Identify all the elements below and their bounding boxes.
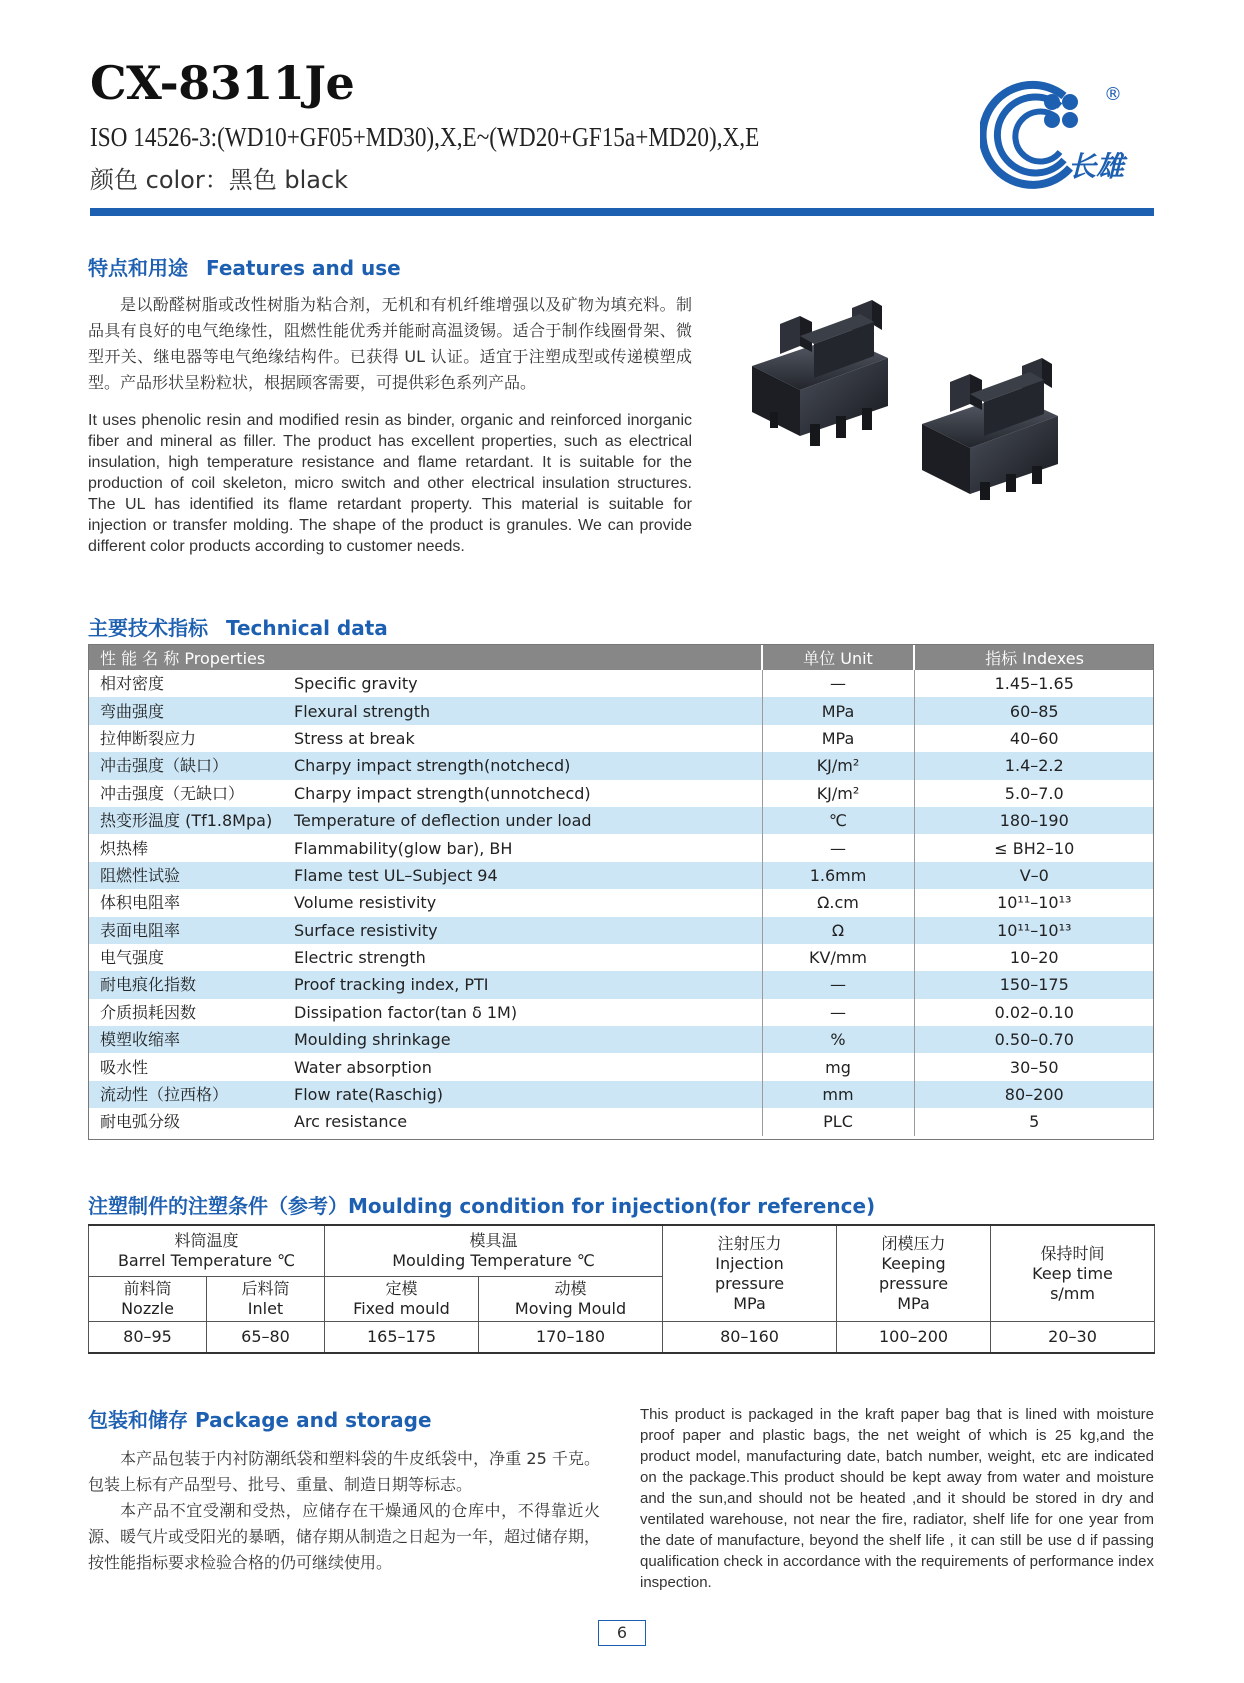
property-cn: 耐电痕化指数 bbox=[88, 971, 294, 998]
property-en: Flame test UL–Subject 94 bbox=[294, 862, 762, 889]
property-en: Flammability(glow bar), BH bbox=[294, 834, 762, 861]
table-row bbox=[88, 944, 1154, 971]
table-row bbox=[88, 917, 1154, 944]
product-image bbox=[740, 296, 1140, 506]
property-cn: 流动性（拉西格） bbox=[88, 1081, 294, 1108]
registered-mark: ® bbox=[1104, 84, 1122, 105]
property-cn: 介质损耗因数 bbox=[88, 999, 294, 1026]
property-cn: 电气强度 bbox=[88, 944, 294, 971]
index-cell: 40–60 bbox=[914, 725, 1154, 752]
table-row bbox=[88, 1081, 1154, 1108]
property-en: Water absorption bbox=[294, 1053, 762, 1080]
property-en: Temperature of deflection under load bbox=[294, 807, 762, 834]
index-cell: 30–50 bbox=[914, 1053, 1154, 1080]
logo-text: 长雄 bbox=[1068, 150, 1125, 183]
property-cn: 表面电阻率 bbox=[88, 917, 294, 944]
property-cn: 炽热棒 bbox=[88, 834, 294, 861]
property-cn: 拉伸断裂应力 bbox=[88, 725, 294, 752]
fixed-mould-value: 165–175 bbox=[325, 1322, 479, 1354]
property-cn: 耐电弧分级 bbox=[88, 1108, 294, 1135]
features-para-cn: 是以酚醛树脂或改性树脂为粘合剂，无机和有机纤维增强以及矿物为填充料。制品具有良好的电气绝缘性，阻燃性能优秀并能耐高温烫锡。适合于制作线圈骨架、微型开关、继电器等电气绝缘结构件。已获得 UL 认证。适宜于注塑成型或传递模塑成型。产品形状呈粉粒状，根据顾客需要，可提供彩色系列产品。 bbox=[88, 295, 692, 392]
technical-rows bbox=[88, 670, 1154, 1136]
property-cn: 体积电阻率 bbox=[88, 889, 294, 916]
table-row bbox=[88, 1053, 1154, 1080]
property-cn: 阻燃性试验 bbox=[88, 862, 294, 889]
header-indexes: 指标 Indexes bbox=[914, 644, 1154, 670]
header-unit: 单位 Unit bbox=[762, 644, 914, 670]
property-en: Moulding shrinkage bbox=[294, 1026, 762, 1053]
index-cell: 0.02–0.10 bbox=[914, 999, 1154, 1026]
moulding-heading: 注塑制件的注塑条件（参考）Moulding condition for injection(for reference) bbox=[88, 1194, 876, 1218]
unit-cell: mg bbox=[762, 1053, 914, 1080]
nozzle-value: 80–95 bbox=[89, 1322, 207, 1354]
index-cell: 10¹¹–10¹³ bbox=[914, 889, 1154, 916]
property-en: Charpy impact strength(notchecd) bbox=[294, 752, 762, 779]
property-en: Volume resistivity bbox=[294, 889, 762, 916]
index-cell: V–0 bbox=[914, 862, 1154, 889]
index-cell: ≤ BH2–10 bbox=[914, 834, 1154, 861]
features-title-en: Features and use bbox=[206, 256, 401, 280]
unit-cell: MPa bbox=[762, 725, 914, 752]
index-cell: 1.45–1.65 bbox=[914, 670, 1154, 697]
moving-mould-value: 170–180 bbox=[479, 1322, 663, 1354]
package-para-cn-2: 本产品不宜受潮和受热，应储存在干燥通风的仓库中，不得靠近火源、暖气片或受阳光的暴晒，储存期从制造之日起为一年，超过储存期，按性能指标要求检验合格的仍可继续使用。 bbox=[88, 1501, 601, 1572]
nozzle-header: 前料筒 Nozzle bbox=[89, 1277, 207, 1322]
package-title-en: Package and storage bbox=[194, 1408, 432, 1432]
color-line: 颜色 color：黑色 black bbox=[90, 166, 349, 194]
features-para-en: It uses phenolic resin and modified resin as binder, organic and reinforced inorganic fiber and mineral as filler. The product has excellent properties, such as electrical insulation, high temperature resistance and flame retardant. It is suitable for the production of coil skeleton, micro switch and other electrical insulation structures. The UL has identified its flame retardant property. This material is suitable for injection or transfer molding. The shape of the product is granules. We can provide different color products according to customer needs. bbox=[88, 412, 692, 555]
table-row bbox=[88, 1026, 1154, 1053]
package-para-cn-1: 本产品包装于内衬防潮纸袋和塑料袋的牛皮纸袋中，净重 25 千克。包装上标有产品型号、批号、重量、制造日期等标志。 bbox=[88, 1449, 600, 1494]
property-en: Specific gravity bbox=[294, 670, 762, 697]
unit-cell: mm bbox=[762, 1081, 914, 1108]
table-row bbox=[88, 752, 1154, 779]
iso-designation: ISO 14526-3:(WD10+GF05+MD30),X,E~(WD20+GF15a+MD20),X,E bbox=[90, 122, 760, 152]
inlet-value: 65–80 bbox=[207, 1322, 325, 1354]
unit-cell: MPa bbox=[762, 697, 914, 724]
mould-temp-header: 模具温 Moulding Temperature ℃ bbox=[325, 1225, 663, 1277]
property-en: Dissipation factor(tan δ 1M) bbox=[294, 999, 762, 1026]
property-cn: 吸水性 bbox=[88, 1053, 294, 1080]
unit-cell: — bbox=[762, 670, 914, 697]
property-cn: 相对密度 bbox=[88, 670, 294, 697]
property-en: Arc resistance bbox=[294, 1108, 762, 1135]
index-cell: 10¹¹–10¹³ bbox=[914, 917, 1154, 944]
features-title-cn: 特点和用途 bbox=[88, 256, 188, 280]
features-heading bbox=[88, 252, 401, 281]
property-en: Flexural strength bbox=[294, 697, 762, 724]
technical-title-en: Technical data bbox=[226, 616, 388, 640]
property-en: Proof tracking index, PTI bbox=[294, 971, 762, 998]
keep-time-header: 保持时间 Keep time s/mm bbox=[991, 1225, 1155, 1322]
table-row bbox=[88, 697, 1154, 724]
index-cell: 150–175 bbox=[914, 971, 1154, 998]
keep-time-value: 20–30 bbox=[991, 1322, 1155, 1354]
package-para-en: This product is packaged in the kraft paper bag that is lined with moisture proof paper and plastic bags, the net weight of which is 25 kg,and the product model, manufacturing date, batch number, weight, etc are indicated on the package.This product should be kept away from water and moisture and the sun,and should not be heated ,and it should be stored in dry and ventilated warehouse, not near the fire, radiator, shelf life for one year from the date of manufacture, beyond the shelf life , it can still be use d if passing qualification check in accordance with the requirements of performance index inspection. bbox=[640, 1406, 1154, 1591]
table-row bbox=[88, 834, 1154, 861]
package-title-cn: 包装和储存 bbox=[88, 1408, 188, 1432]
injection-pressure-value: 80–160 bbox=[663, 1322, 837, 1354]
page-number: 6 bbox=[598, 1620, 646, 1646]
table-row bbox=[88, 889, 1154, 916]
unit-cell: ℃ bbox=[762, 807, 914, 834]
inlet-header: 后料筒 Inlet bbox=[207, 1277, 325, 1322]
property-cn: 热变形温度 (Tf1.8Mpa) bbox=[88, 807, 294, 834]
header-properties: 性 能 名 称 Properties bbox=[88, 644, 762, 670]
moulding-table bbox=[88, 1224, 1155, 1354]
property-cn: 冲击强度（无缺口） bbox=[88, 780, 294, 807]
unit-cell: Ω bbox=[762, 917, 914, 944]
fixed-mould-header: 定模 Fixed mould bbox=[325, 1277, 479, 1322]
index-cell: 80–200 bbox=[914, 1081, 1154, 1108]
unit-cell: — bbox=[762, 971, 914, 998]
property-en: Flow rate(Raschig) bbox=[294, 1081, 762, 1108]
index-cell: 0.50–0.70 bbox=[914, 1026, 1154, 1053]
table-row bbox=[88, 1108, 1154, 1135]
table-row bbox=[88, 670, 1154, 697]
moving-mould-header: 动模 Moving Mould bbox=[479, 1277, 663, 1322]
unit-cell: 1.6mm bbox=[762, 862, 914, 889]
injection-pressure-header: 注射压力 Injection pressure MPa bbox=[663, 1225, 837, 1322]
unit-cell: PLC bbox=[762, 1108, 914, 1135]
table-row bbox=[88, 807, 1154, 834]
property-en: Stress at break bbox=[294, 725, 762, 752]
unit-cell: — bbox=[762, 834, 914, 861]
unit-cell: KV/mm bbox=[762, 944, 914, 971]
table-row bbox=[88, 971, 1154, 998]
property-cn: 冲击强度（缺口） bbox=[88, 752, 294, 779]
keeping-pressure-header: 闭模压力 Keeping pressure MPa bbox=[837, 1225, 991, 1322]
index-cell: 5 bbox=[914, 1108, 1154, 1135]
table-row bbox=[88, 999, 1154, 1026]
unit-cell: % bbox=[762, 1026, 914, 1053]
unit-cell: — bbox=[762, 999, 914, 1026]
property-cn: 模塑收缩率 bbox=[88, 1026, 294, 1053]
property-en: Surface resistivity bbox=[294, 917, 762, 944]
unit-cell: KJ/m² bbox=[762, 752, 914, 779]
property-en: Charpy impact strength(unnotchecd) bbox=[294, 780, 762, 807]
product-title: CX-8311Je bbox=[90, 56, 355, 110]
header-rule bbox=[90, 208, 1154, 216]
unit-cell: Ω.cm bbox=[762, 889, 914, 916]
package-heading bbox=[88, 1404, 432, 1433]
technical-heading bbox=[88, 612, 388, 641]
index-cell: 60–85 bbox=[914, 697, 1154, 724]
keeping-pressure-value: 100–200 bbox=[837, 1322, 991, 1354]
barrel-temp-header: 料筒温度 Barrel Temperature ℃ bbox=[89, 1225, 325, 1277]
index-cell: 5.0–7.0 bbox=[914, 780, 1154, 807]
index-cell: 180–190 bbox=[914, 807, 1154, 834]
index-cell: 10–20 bbox=[914, 944, 1154, 971]
table-row bbox=[88, 862, 1154, 889]
table-row bbox=[88, 780, 1154, 807]
index-cell: 1.4–2.2 bbox=[914, 752, 1154, 779]
property-en: Electric strength bbox=[294, 944, 762, 971]
unit-cell: KJ/m² bbox=[762, 780, 914, 807]
technical-title-cn: 主要技术指标 bbox=[88, 616, 208, 640]
company-logo bbox=[980, 72, 1156, 192]
table-row bbox=[88, 725, 1154, 752]
technical-table bbox=[88, 644, 1154, 1136]
property-cn: 弯曲强度 bbox=[88, 697, 294, 724]
